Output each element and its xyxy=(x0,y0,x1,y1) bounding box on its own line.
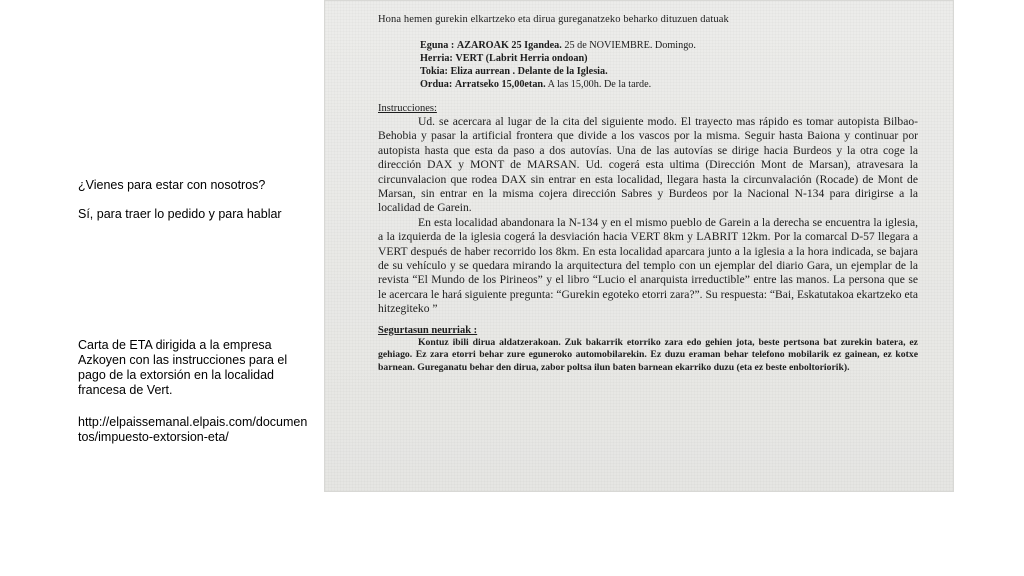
date-line xyxy=(420,39,918,52)
answer-line: Sí, para traer lo pedido y para hablar xyxy=(78,207,282,221)
town-line xyxy=(420,52,918,65)
instructions-title: Instrucciones: xyxy=(378,103,437,114)
question-text xyxy=(78,178,310,193)
town-value: VERT (Labrit Herria ondoan) xyxy=(455,53,588,64)
time-line xyxy=(420,78,918,91)
letter-content xyxy=(378,14,918,374)
place-value: Eliza aurrean . Delante de la Iglesia. xyxy=(450,66,608,77)
date-value: AZAROAK 25 Igandea. xyxy=(456,40,562,51)
place-label: Tokia: xyxy=(420,66,448,77)
caption-text xyxy=(78,338,310,398)
date-spanish: 25 de NOVIEMBRE. Domingo. xyxy=(564,40,696,51)
source-url-link[interactable]: http://elpaissemanal.elpais.com/documentos/impuesto-extorsion-eta/ xyxy=(78,415,308,444)
scanned-letter-image xyxy=(324,0,954,492)
question-line: ¿Vienes para estar con nosotros? xyxy=(78,178,266,192)
place-line xyxy=(420,65,918,78)
source-url[interactable] xyxy=(78,415,310,445)
instructions-paragraph-2: En esta localidad abandonara la N-134 y en el mismo pueblo de Garein a la derecha se encuentra la iglesia, a la izquierda de la iglesia cogerá la desviación hacia VERT 8km y LABRIT 12km. Por la comarcal D-57 llegara a VERT después de haber recorrido los 8km. En esta localidad aparcara junto a la iglesia a la hora indicada, se bajara de su vehículo y se quedara mirando la arquitectura del templo con un ejemplar del diario Gara, un ejemplar de la revista “El Mundo de los Pirineos” y el libro “Lucio el anarquista irreductible” entre las manos. La persona que se le acercara le hará siguiente pregunta: “Gurekin egoteko etorri zara?”. Su respuesta: “Bai, Eskatutakoa ekartzeko eta hitzegiteko ” xyxy=(378,215,918,316)
security-title: Segurtasun neurriak : xyxy=(378,324,478,336)
caption-line: Carta de ETA dirigida a la empresa Azkoyen con las instrucciones para el pago de la extorsión en la localidad francesa de Vert. xyxy=(78,338,288,397)
instructions-paragraph-1: Ud. se acercara al lugar de la cita del siguiente modo. El trayecto mas rápido es tomar autopista Bilbao-Behobia y pasar la artificial frontera que divide a los vascos por la misma. Seguir hasta Baiona y continuar por autopista hasta que esta da paso a dos autovías. Una de las autovías se dirige hacia Burdeos y la otra coge la dirección DAX y MONT de MARSAN. Ud. cogerá esta ultima (Dirección Mont de Marsan), atravesara la circunvalacion que rodea DAX sin entrar en esta localidad, llegara hasta la circunvalación (Rocade) de Mont de Marsan, sin entrar en la misma cojera dirección Sabres y Burdeos por la Nacional N-134 para dirigirse a la localidad de Garein. xyxy=(378,115,918,215)
meeting-details xyxy=(420,39,918,91)
time-value: Arratseko 15,00etan. xyxy=(454,79,546,90)
town-label: Herria: xyxy=(420,53,453,64)
security-paragraph: Kontuz ibili dirua aldatzerakoan. Zuk bakarrik etorriko zara edo gehien jota, beste pertsona bat zurekin batera, ez gehiago. Ez zara etorri behar zure eguneroko automobilarekin. Ez duzu eraman behar telefono mobilarik ez gainean, ez kotxe barnean. Gureganatu behar den dirua, zabor poltsa ilun baten barnean ekarriko duzu (eta ez beste enboltoriorik). xyxy=(378,336,918,373)
time-label: Ordua: xyxy=(420,79,453,90)
time-spanish: A las 15,00h. De la tarde. xyxy=(547,79,652,90)
answer-text xyxy=(78,207,310,222)
letter-header: Hona hemen gurekin elkartzeko eta dirua gureganatzeko beharko dituzuen datuak xyxy=(378,14,729,25)
date-label: Eguna : xyxy=(420,40,455,51)
